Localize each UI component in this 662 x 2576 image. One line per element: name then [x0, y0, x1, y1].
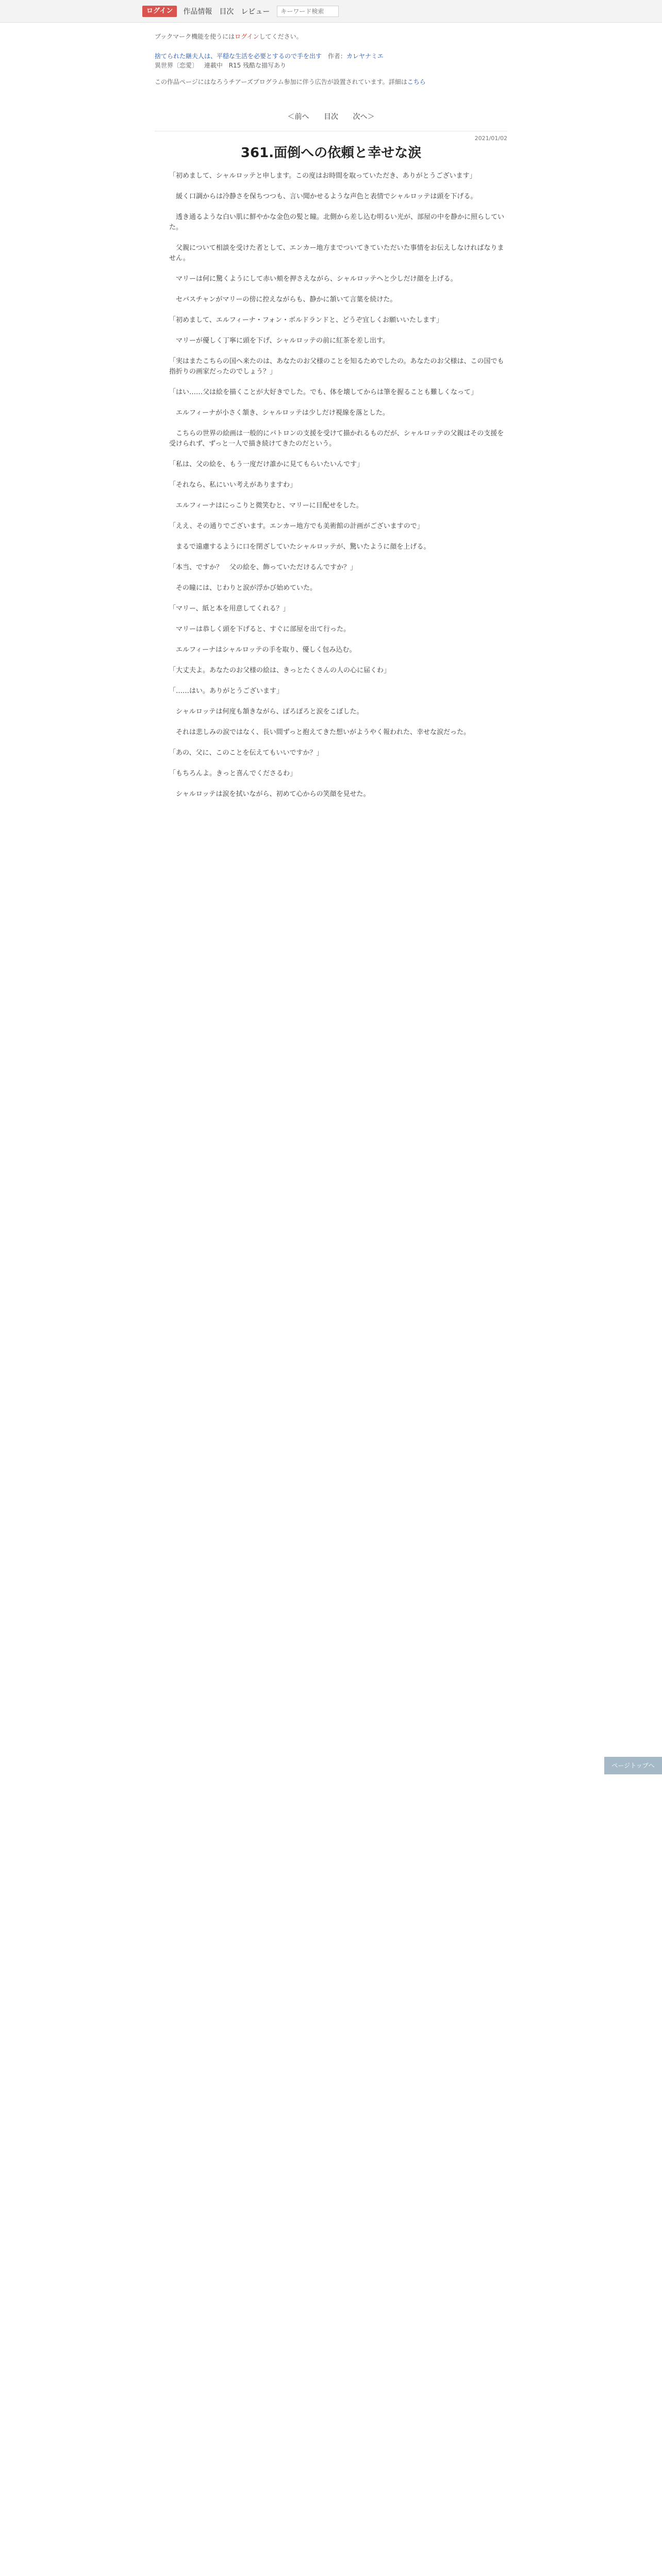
body-paragraph: 「はい……父は絵を描くことが大好きでした。でも、体を壊してからは筆を握ることも難しくなって」 — [169, 388, 478, 396]
bookmark-notice — [155, 32, 516, 41]
body-paragraph: エルフィーナが小さく頷き、シャルロッテは少しだけ視線を落とした。 — [169, 409, 389, 417]
body-paragraph: 「実はまたこちらの国へ来たのは、あなたのお父様のことを知るためでしたの。あなたのお父様は、この国でも指折りの画家だったのでしょう？」 — [169, 358, 504, 376]
body-paragraph: それは悲しみの涙ではなく、長い間ずっと抱えてきた想いがようやく報われた、幸せな涙だった。 — [169, 728, 470, 736]
login-button[interactable]: ログイン — [142, 6, 177, 17]
nav-link-review[interactable]: レビュー — [241, 8, 270, 16]
body-paragraph: 「大丈夫よ。あなたのお父様の絵は、きっとたくさんの人の心に届くわ」 — [169, 667, 391, 674]
ad-notice-link[interactable]: こちら — [407, 78, 426, 86]
status-label: 連載中 — [204, 62, 223, 69]
body-paragraph: 「もちろんよ。きっと喜んでくださるわ」 — [169, 770, 297, 777]
body-paragraph: マリーが優しく丁寧に頭を下げ、シャルロッテの前に紅茶を差し出す。 — [169, 337, 389, 345]
ad-notice-line — [155, 77, 516, 87]
work-info-block — [155, 52, 516, 87]
bookmark-notice-pre: ブックマーク機能を使うには — [155, 33, 235, 40]
body-paragraph: マリーは何に驚くようにして赤い頬を押さえながら、シャルロッテへと少しだけ顔を上げる。 — [169, 275, 457, 283]
body-paragraph: マリーは恭しく頭を下げると、すぐに部屋を出て行った。 — [169, 625, 351, 633]
body-paragraph: 「初めまして、エルフィーナ・フォン・ボルドランドと、どうぞ宜しくお願いいたします」 — [169, 316, 443, 324]
ad-notice-text: この作品ページにはなろうチアーズプログラム参加に伴う広告が設置されています。詳細は — [155, 78, 407, 86]
body-paragraph: 「それなら、私にいい考えがありますわ」 — [169, 481, 297, 489]
body-paragraph: シャルロッテは涙を拭いながら、初めて心からの笑顔を見せた。 — [169, 790, 370, 798]
body-paragraph: 緩く口調からは冷静さを保ちつつも、言い聞かせるような声色と表情でシャルロッテは頭を下げる。 — [169, 193, 477, 200]
search-input[interactable] — [277, 6, 339, 17]
body-paragraph: 「私は、父の絵を、もう一度だけ誰かに見てもらいたいんです」 — [169, 461, 364, 468]
body-paragraph: 「ええ、その通りでございます。エンカー地方でも美術館の計画がございますので」 — [169, 522, 424, 530]
body-paragraph: エルフィーナはにっこりと微笑むと、マリーに目配せをした。 — [169, 502, 363, 510]
bookmark-notice-text — [155, 32, 516, 41]
body-paragraph: こちらの世界の絵画は一般的にパトロンの支援を受けて描かれるものだが、シャルロッテの父親はその支援を受けられず、ずっと一人で描き続けてきたのだという。 — [169, 430, 504, 448]
page-top-button[interactable]: ページトップへ — [604, 1757, 662, 1774]
chapter-pager — [0, 111, 662, 122]
rating-label: R15 残酷な描写あり — [228, 62, 287, 69]
nav-link-work-info[interactable]: 作品情報 — [183, 8, 212, 16]
series-title-link[interactable]: 捨てられた継夫人は、平穏な生活を必要とするので手を出す — [155, 53, 322, 60]
nav-link-toc[interactable]: 目次 — [219, 8, 234, 16]
chapter-body — [169, 171, 504, 810]
top-navigation-inner — [142, 0, 339, 23]
genre-label: 異世界〔恋愛〕 — [155, 62, 198, 69]
work-meta-line — [155, 61, 516, 70]
toc-link[interactable]: 目次 — [324, 113, 338, 121]
author-link[interactable]: カレヤナミエ — [346, 53, 384, 60]
top-navigation-bar — [0, 0, 662, 23]
body-paragraph: その瞳には、じわりと涙が浮かび始めていた。 — [169, 584, 317, 592]
bookmark-notice-post: してください。 — [259, 33, 303, 40]
body-paragraph: セバスチャンがマリーの傍に控えながらも、静かに頷いて言葉を続けた。 — [169, 296, 397, 303]
body-paragraph: 透き通るような白い肌に鮮やかな金色の髪と瞳。北側から差し込む明るい光が、部屋の中を静かに照らしていた。 — [169, 213, 505, 231]
author-label: 作者： — [327, 53, 346, 60]
body-paragraph: 「マリー、紙と本を用意してくれる？」 — [169, 605, 290, 613]
work-title-line — [155, 52, 516, 61]
body-paragraph: エルフィーナはシャルロッテの手を取り、優しく包み込む。 — [169, 646, 356, 654]
body-paragraph: 「あの、父に、このことを伝えてもいいですか？」 — [169, 749, 323, 757]
prev-chapter-link[interactable]: ＜前へ — [287, 113, 309, 121]
body-paragraph: 「初めまして、シャルロッテと申します。この度はお時間を取っていただき、ありがとうございます」 — [169, 172, 476, 180]
body-paragraph: 父親について相談を受けた者として、エンカー地方までついてきていただいた事情をお伝えしなければなりません。 — [169, 244, 504, 262]
body-paragraph: まるで遠慮するように口を閉ざしていたシャルロッテが、驚いたように顔を上げる。 — [169, 543, 431, 551]
bookmark-login-link[interactable]: ログイン — [235, 33, 259, 40]
next-chapter-link[interactable]: 次へ＞ — [353, 113, 375, 121]
chapter-date: 2021/01/02 — [474, 135, 507, 142]
body-paragraph: 「……はい。ありがとうございます」 — [169, 687, 284, 695]
body-paragraph: 「本当、ですか？ 父の絵を、飾っていただけるんですか？」 — [169, 564, 357, 571]
chapter-title: 361.面倒への依頼と幸せな涙 — [240, 145, 422, 161]
body-paragraph: シャルロッテは何度も頷きながら、ぽろぽろと涙をこぼした。 — [169, 708, 363, 716]
